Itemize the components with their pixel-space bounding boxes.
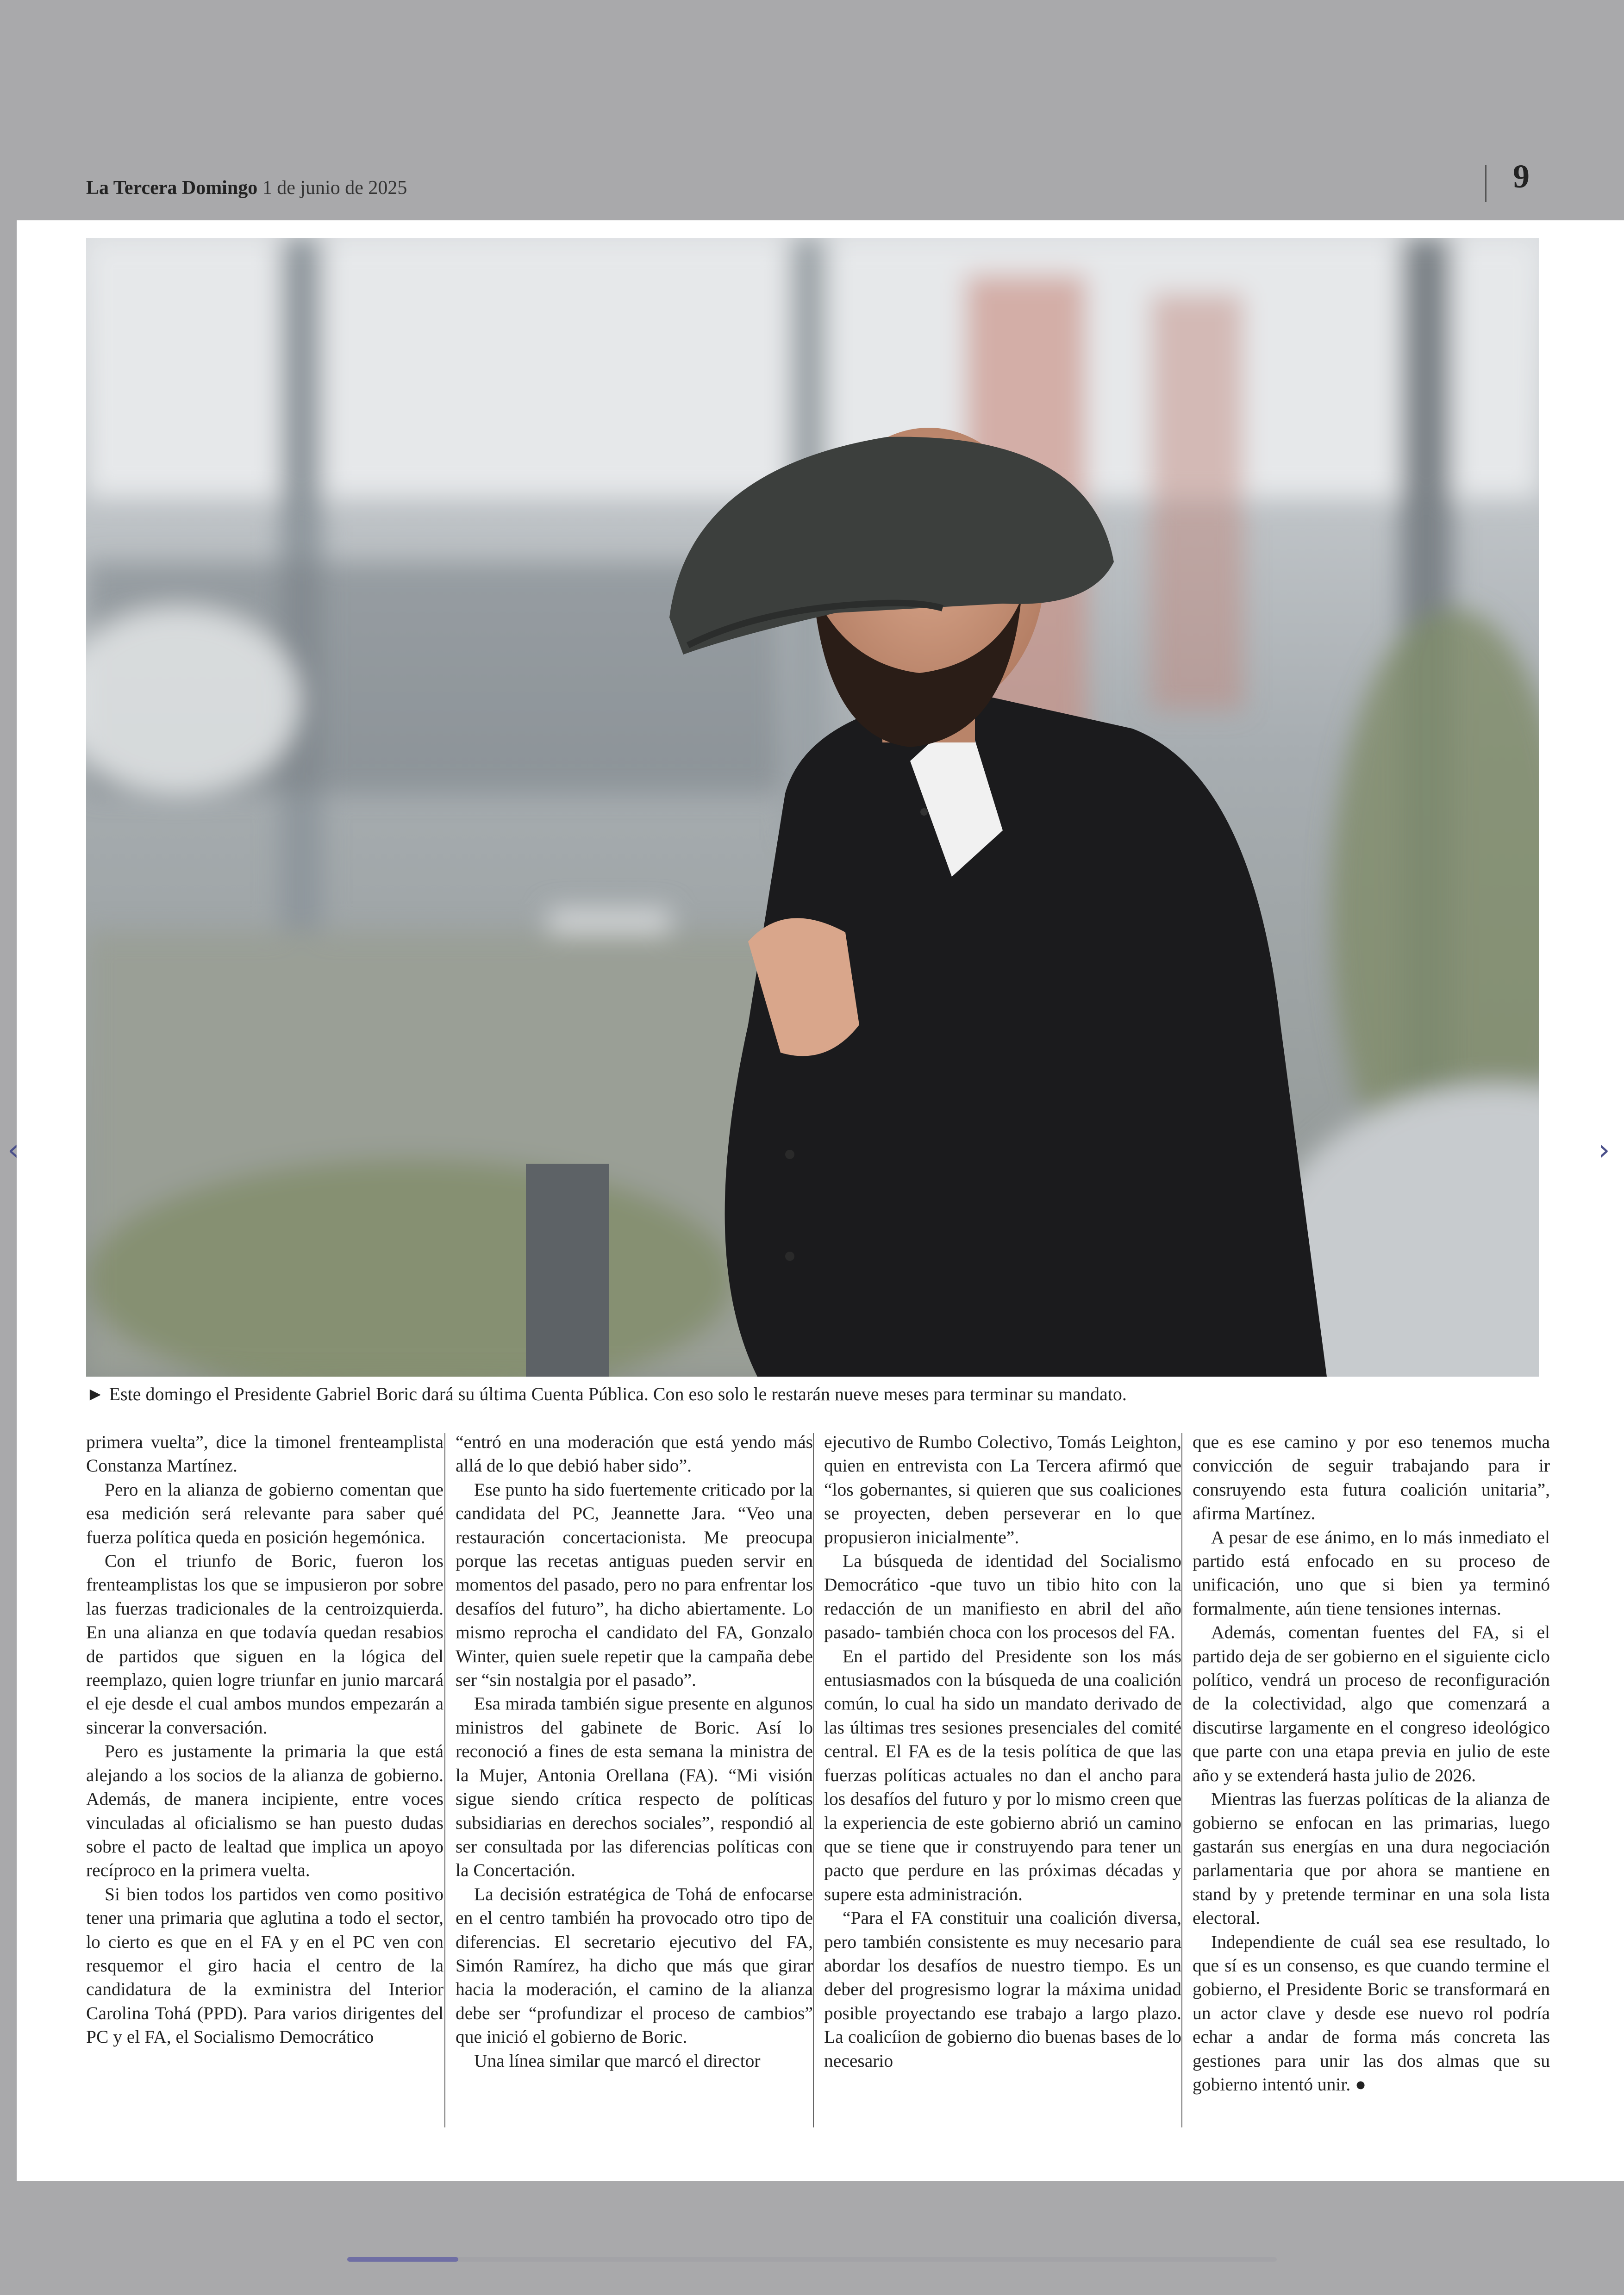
photo-caption [86, 1383, 1539, 1405]
paragraph: Independiente de cuál sea ese resultado, lo que sí es un consenso, es que cuando termine el gobierno, el Presidente Boric se transformará en un actor clave y desde ese nuevo rol podría echar a andar de forma más concreta las gestiones para unir las dos almas que su gobierno intentó unir. ● [1193, 1931, 1550, 2095]
paragraph: “entró en una moderación que está yendo más allá de lo que debió haber sido”. [456, 1432, 813, 1476]
paragraph: Pero es justamente la primaria la que está alejando a los socios de la alianza de gobierno. Además, de manera incipiente, entre voces vinculadas al oficialismo se han puesto dudas sobre el pacto de lealtad que implica un apoyo recíproco en la primera vuelta. [86, 1741, 443, 1881]
article-column-3 [824, 1430, 1181, 2129]
paragraph: Mientras las fuerzas políticas de la alianza de gobierno se enfocan en las primarias, luego gastarán sus energías en una dura negociación parlamentaria que por ahora se mantiene en stand by y pretende terminar en una sola lista electoral. [1193, 1789, 1550, 1928]
column-divider [813, 1433, 814, 2127]
article-column-4 [1193, 1430, 1550, 2129]
publication-date: 1 de junio de 2025 [262, 177, 407, 199]
paragraph: En el partido del Presidente son los más entusiasmados con la búsqueda de una coalición común, lo cual ha sido un mandato derivado de las últimas tres sesiones presenciales del comité central. El FA es de la tesis política de que las fuerzas políticas actuales no dan el ancho para los desafíos del futuro y por lo mismo creen que la experiencia de este gobierno abrió un camino que se tiene que ir construyendo para tener un pacto que perdure en las próximas décadas y supere esta administración. [824, 1646, 1181, 1904]
main-photo [86, 238, 1539, 1377]
header-divider [1485, 165, 1487, 202]
column-divider [444, 1433, 445, 2127]
paragraph: La búsqueda de identidad del Socialismo Democrático -que tuvo un tibio hito con la redacción de un manifiesto en abril del año pasado- también choca con los procesos del FA. [824, 1551, 1181, 1643]
paragraph: que es ese camino y por eso tenemos mucha convicción de seguir trabajando para ir consruyendo esta futura coalición unitaria”, afirma Martínez. [1193, 1432, 1550, 1524]
article-column-2 [456, 1430, 813, 2129]
publication-header [86, 177, 407, 199]
paragraph: Esa mirada también sigue presente en algunos ministros del gabinete de Boric. Así lo reconoció a fines de esta semana la ministra de la Mujer, Antonia Orellana (FA). “Mi visión sigue siendo crítica respecto de políticas subsidiarias en derechos sociales”, respondió al ser consultada por las diferencias políticas con la Concertación. [456, 1693, 813, 1881]
paragraph: “Para el FA constituir una coalición diversa, pero también consistente es muy necesario para abordar los desafíos de nuestro tiempo. Es un deber del progresismo lograr la máxima unidad posible proyectando ese trabajo a largo plazo. La coalicíion de gobierno dio buenas bases de lo necesario [824, 1908, 1181, 2071]
paragraph: La decisión estratégica de Tohá de enfocarse en el centro también ha provocado otro tipo de diferencias. El secretario ejecutivo del FA, Simón Ramírez, ha dicho que más que girar hacia la moderación, el camino de la alianza debe ser “profundizar el proceso de cambios” que inició el gobierno de Boric. [456, 1883, 813, 2047]
paragraph: Una línea similar que marcó el director [474, 2050, 761, 2071]
paragraph: ejecutivo de Rumbo Colectivo, Tomás Leighton, quien en entrevista con La Tercera afirmó que “los gobernantes, si quieren que sus coaliciones se proyecten, deben perseverar en lo que propusieron inicialmente”. [824, 1432, 1181, 1547]
paragraph: Con el triunfo de Boric, fueron los frenteamplistas los que se impusieron por sobre las fuerzas tradicionales de la centroizquierda. En una alianza en que todavía quedan resabios de partidos que siguen en la lógica del reemplazo, quien logre triunfar en junio marcará el eje desde el cual ambos mundos empezarán a sincerar la conversación. [86, 1551, 443, 1738]
paragraph: Ese punto ha sido fuertemente criticado por la candidata del PC, Jeannette Jara. “Veo una restauración concertacionista. Me preocupa porque las recetas antiguas pueden servir en momentos del pasado, pero no para enfrentar los desafíos del futuro”, ha dicho abiertamente. Lo mismo reprocha el candidato del FA, Gonzalo Winter, quien suele repetir que la campaña debe ser “sin nostalgia por el pasado”. [456, 1479, 813, 1690]
paragraph: A pesar de ese ánimo, en lo más inmediato el partido está enfocado en su proceso de unificación, uno que si bien ya terminó formalmente, aún tiene tensiones internas. [1193, 1527, 1550, 1619]
paragraph: primera vuelta”, dice la timonel frenteamplista Constanza Martínez. [86, 1432, 443, 1476]
caption-text: Este domingo el Presidente Gabriel Boric dará su última Cuenta Pública. Con eso solo le restarán nueve meses para terminar su mandato. [109, 1384, 1127, 1404]
page-number: 9 [1513, 158, 1530, 195]
publication-name: La Tercera Domingo [86, 177, 258, 199]
page-scrollbar-track[interactable] [347, 2257, 1277, 2262]
photo-illustration [86, 238, 1539, 1377]
chevron-left-icon[interactable]: ‹ [7, 1133, 19, 1167]
caption-marker-icon: ► [86, 1384, 105, 1404]
column-divider [1181, 1433, 1182, 2127]
paragraph: Si bien todos los partidos ven como positivo tener una primaria que aglutina a todo el sector, lo cierto es que en el FA y en el PC ven con resquemor el giro hacia el centro de la candidatura de la exministra del Interior Carolina Tohá (PPD). Para varios dirigentes del PC y el FA, el Socialismo Democrático [86, 1883, 443, 2047]
article-column-1 [86, 1430, 443, 2129]
chevron-right-icon[interactable]: › [1598, 1133, 1610, 1167]
page-scrollbar-thumb[interactable] [347, 2257, 458, 2262]
paragraph: Pero en la alianza de gobierno comentan que esa medición será relevante para saber qué fuerza política queda en posición hegemónica. [86, 1479, 443, 1547]
paragraph: Además, comentan fuentes del FA, si el partido deja de ser gobierno en el siguiente ciclo político, vendrá un proceso de reconfiguración de la colectividad, algo que comenzará a discutirse largamente en el congreso ideológico que parte con una etapa previa en julio de este año y se extenderá hasta julio de 2026. [1193, 1622, 1550, 1785]
